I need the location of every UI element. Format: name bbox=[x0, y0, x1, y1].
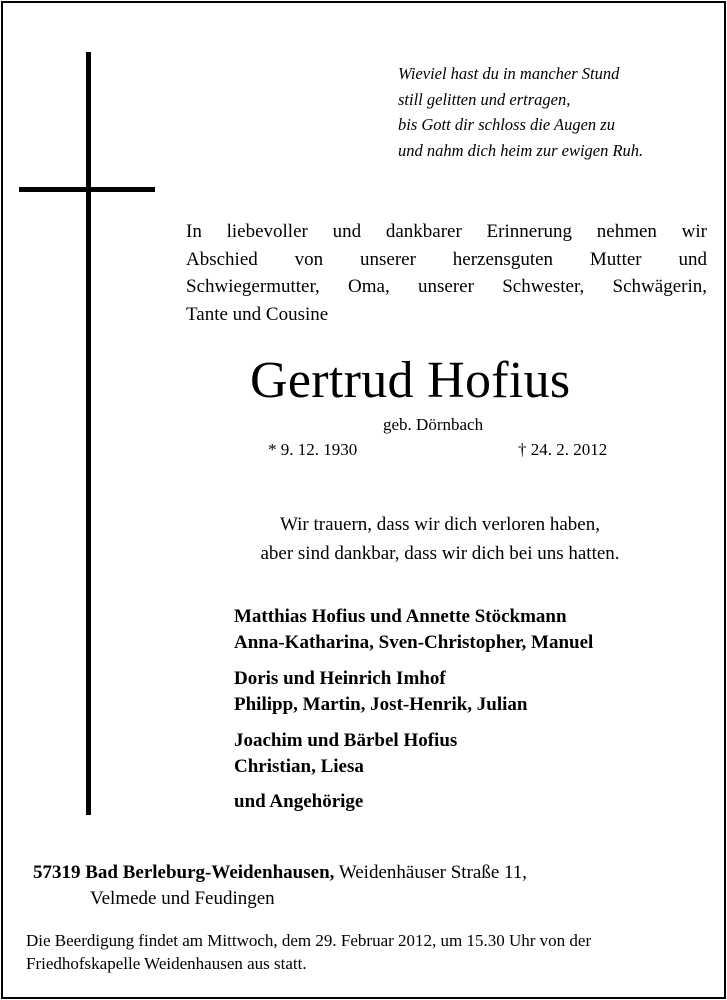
mourner-group bbox=[234, 604, 593, 656]
mourner-line: Matthias Hofius und Annette Stöckmann bbox=[234, 606, 567, 627]
address-line bbox=[33, 860, 527, 886]
poem-line: still gelitten und ertragen, bbox=[398, 89, 571, 109]
mourner-group bbox=[234, 728, 593, 780]
intro-line: Abschied von unserer herzensguten Mutter und bbox=[186, 248, 707, 270]
poem-line: und nahm dich heim zur ewigen Ruh. bbox=[398, 140, 644, 160]
poem-line: bis Gott dir schloss die Augen zu bbox=[398, 115, 615, 134]
address-line-2: Velmede und Feudingen bbox=[90, 888, 275, 909]
intro-line: Tante und Cousine bbox=[186, 303, 329, 325]
address-street: Weidenhäuser Straße 11, bbox=[338, 862, 528, 883]
mourner-line: Christian, Liesa bbox=[234, 756, 364, 777]
funeral-line: Friedhofskapelle Weidenhausen aus statt. bbox=[26, 954, 307, 973]
intro-line: Schwiegermutter, Oma, unserer Schwester, Schwägerin, bbox=[186, 276, 707, 297]
poem-line: Wieviel hast du in mancher Stund bbox=[398, 64, 620, 83]
maiden-name: geb. Dörnbach bbox=[383, 415, 484, 434]
deceased-name: Gertrud Hofius bbox=[250, 352, 571, 409]
cross-horizontal-bar bbox=[19, 187, 155, 192]
intro-text bbox=[186, 218, 707, 328]
address-city: 57319 Bad Berleburg-Weidenhausen, bbox=[33, 862, 335, 883]
motto bbox=[190, 510, 690, 568]
mourner-line: Doris und Heinrich Imhof bbox=[234, 668, 446, 689]
motto-line: Wir trauern, dass wir dich verloren haben, bbox=[279, 514, 600, 535]
mourner-line: Anna-Katharina, Sven-Christopher, Manuel bbox=[234, 632, 594, 653]
birth-date: * 9. 12. 1930 bbox=[268, 440, 358, 459]
mourners-list bbox=[234, 604, 593, 815]
mourner-line: Joachim und Bärbel Hofius bbox=[234, 730, 458, 751]
mourner-closing: und Angehörige bbox=[234, 791, 364, 812]
funeral-notice bbox=[26, 929, 591, 975]
intro-line: In liebevoller und dankbarer Erinnerung nehmen wir bbox=[186, 221, 707, 242]
mourner-line: Philipp, Martin, Jost-Henrik, Julian bbox=[234, 694, 528, 715]
cross-vertical-bar bbox=[86, 52, 91, 815]
poem bbox=[398, 61, 643, 163]
motto-line: aber sind dankbar, dass wir dich bei uns hatten. bbox=[260, 543, 620, 564]
funeral-line: Die Beerdigung findet am Mittwoch, dem 29. Februar 2012, um 15.30 Uhr von der bbox=[26, 931, 592, 950]
mourner-group bbox=[234, 666, 593, 718]
death-date: † 24. 2. 2012 bbox=[518, 440, 608, 459]
